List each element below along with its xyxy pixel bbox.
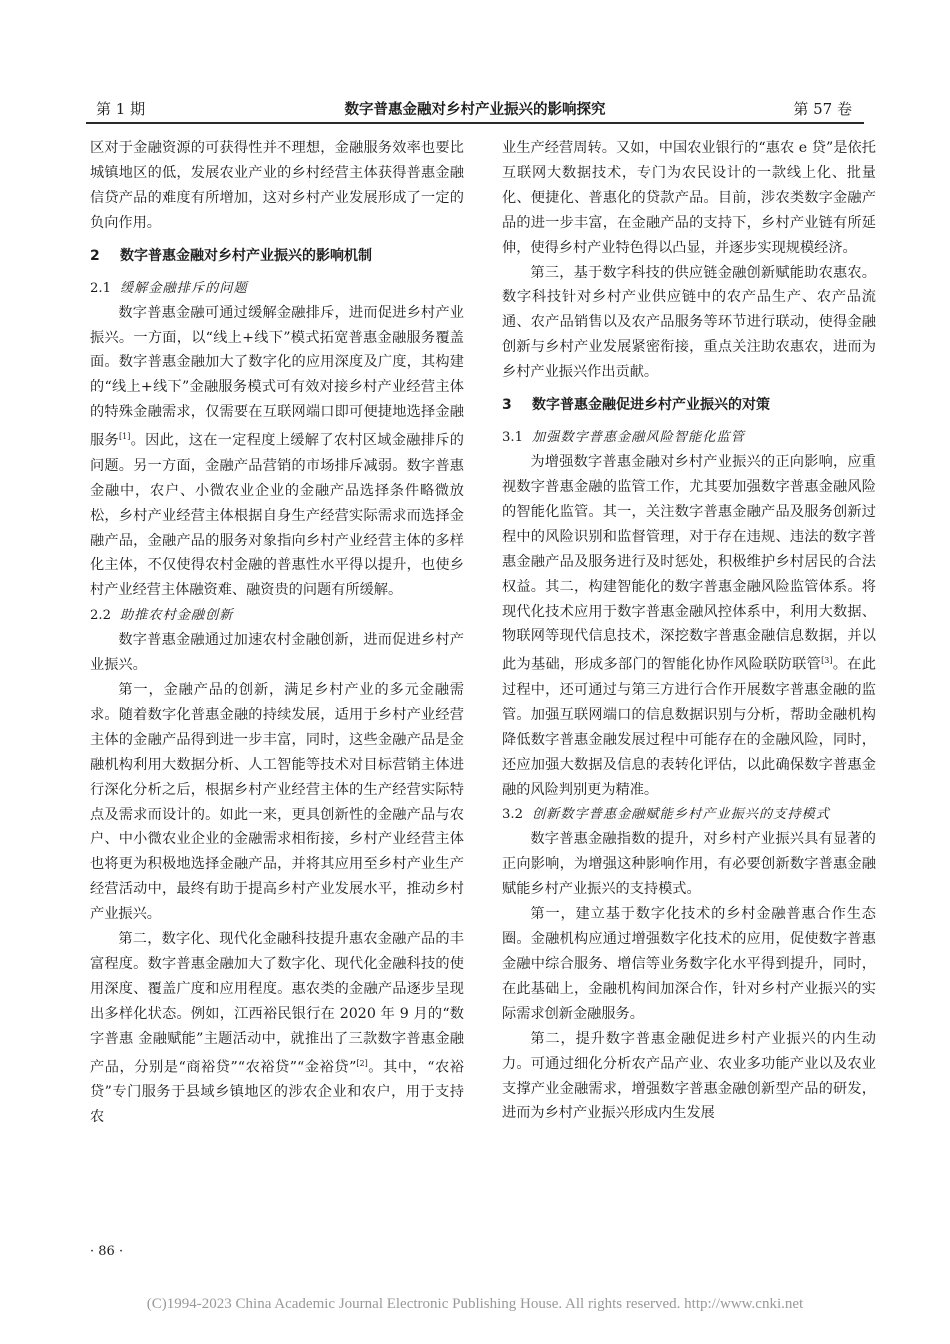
subsection-heading-3-1: [502, 425, 876, 450]
subsection-number: 3.2: [502, 807, 523, 823]
paragraph: 第二，提升数字普惠金融促进乡村产业振兴的内生动力。可通过细化分析农产品产业、农业多功能产业以及农业支撑产业金融需求，增强数字普惠金融创新型产品的研发，进而为乡村产业振兴形成内生发展: [502, 1030, 876, 1122]
subsection-number: 3.1: [502, 430, 523, 446]
paragraph: 第一，建立基于数字化技术的乡村金融普惠合作生态圈。金融机构应通过增强数字化技术的应用，促使数字普惠金融中综合服务、增信等业务数字化水平得到提升，同时，在此基础上，金融机构间加深合作，针对乡村产业振兴的实际需求创新金融服务。: [502, 906, 876, 1022]
paragraph-text: 。在此过程中，还可通过与第三方进行合作开展数字普惠金融的监管。加强互联网端口的信息数据识别与分析，帮助金融机构降低数字普惠金融发展过程中可能存在的金融风险，同时，还应加强大数据及信息的表转化评估，以此确保数字普惠金融的风险判别更为精准。: [502, 657, 876, 798]
volume-number: 第 57 卷: [793, 100, 852, 118]
subsection-heading-2-1: [90, 276, 464, 301]
section-heading-2: [90, 244, 464, 268]
subsection-number: 2.1: [90, 280, 111, 296]
right-column: [502, 136, 876, 1126]
paragraph: 业生产经营周转。又如，中国农业银行的“惠农 e 贷”是依托互联网大数据技术，专门为农民设计的一款线上化、批量化、便捷化、普惠化的贷款产品。目前，涉农类数字金融产品的进一步丰富，在金融产品的支持下，乡村产业链有所延伸，使得乡村产业特色得以凸显，并逐步实现规模经济。: [502, 140, 876, 256]
issue-number: 第 1 期: [96, 100, 146, 118]
subsection-title: 加强数字普惠金融风险智能化监管: [532, 430, 745, 446]
citation-ref[interactable]: [2]: [356, 1058, 368, 1068]
citation-ref[interactable]: [3]: [821, 656, 833, 666]
paragraph: 数字普惠金融指数的提升，对乡村产业振兴具有显著的正向影响，为增强这种影响作用，有必要创新数字普惠金融赋能乡村产业振兴的支持模式。: [502, 831, 876, 898]
subsection-heading-3-2: [502, 802, 876, 827]
copyright-footer: (C)1994-2023 China Academic Journal Electronic Publishing House. All rights reserved. http://www.cnki.net: [146, 1296, 804, 1312]
paragraph: 区对于金融资源的可获得性并不理想，金融服务效率也要比城镇地区的低，发展农业产业的乡村经营主体获得普惠金融信贷产品的难度有所增加，这对乡村产业发展形成了一定的负向作用。: [90, 140, 464, 231]
paragraph-text: 数字普惠金融可通过缓解金融排斥，进而促进乡村产业振兴。一方面，以“线上+线下”模式拓宽普惠金融服务覆盖面。数字普惠金融加大了数字化的应用深度及广度，其构建的“线上+线下”金融服务模式可有效对接乡村产业经营主体的特殊金融需求，仅需要在互联网端口即可便捷地选择金融服务: [90, 304, 464, 449]
section-title: 数字普惠金融对乡村产业振兴的影响机制: [120, 247, 372, 264]
subsection-title: 创新数字普惠金融赋能乡村产业振兴的支持模式: [532, 807, 830, 823]
section-heading-3: [502, 393, 876, 417]
paragraph-text: 第二，数字化、现代化金融科技提升惠农金融产品的丰富程度。数字普惠金融加大了数字化、现代化金融科技的使用深度、覆盖广度和应用程度。惠农类的金融产品逐步呈现出多样化状态。例如，江西裕民银行在 2020 年 9 月的“数字普惠 金融赋能”主题活动中，就推出了三款数字普惠金融产品，分别是“商裕贷”“农裕贷”“金裕贷”: [90, 931, 464, 1076]
subsection-number: 2.2: [90, 608, 111, 624]
section-title: 数字普惠金融促进乡村产业振兴的对策: [532, 397, 770, 414]
subsection-title: 助推农村金融创新: [120, 608, 234, 624]
subsection-title: 缓解金融排斥的问题: [120, 280, 248, 296]
paragraph: 数字普惠金融通过加速农村金融创新，进而促进乡村产业振兴。: [90, 632, 464, 674]
section-number: 2: [90, 247, 100, 264]
paragraph-text: 。其中，“农裕贷”专门服务于县域乡镇地区的涉农企业和农户，用于支持农: [90, 1059, 464, 1126]
left-column: [90, 136, 464, 1130]
section-number: 3: [502, 397, 512, 414]
paragraph: 第一，金融产品的创新，满足乡村产业的多元金融需求。随着数字化普惠金融的持续发展，适用于乡村产业经营主体的金融产品得到进一步丰富，同时，这些金融产品是金融机构利用大数据分析、人工智能等技术对目标营销主体进行深化分析之后，根据乡村产业经营主体的生产经营实际特点及需求而设计的。如此一来，更具创新性的金融产品与农户、中小微农业企业的金融需求相衔接，乡村产业经营主体也将更为积极地选择金融产品，并将其应用至乡村产业生产经营活动中，最终有助于提高乡村产业发展水平，推动乡村产业振兴。: [90, 682, 464, 923]
running-header: [86, 96, 864, 124]
subsection-heading-2-2: [90, 603, 464, 628]
paragraph-text: 为增强数字普惠金融对乡村产业振兴的正向影响，应重视数字普惠金融的监管工作，尤其要加强数字普惠金融风险的智能化监管。其一，关注数字普惠金融产品及服务创新过程中的风险识别和监督管理，对于存在违规、违法的数字普惠金融产品及服务进行及时惩处，积极维护乡村居民的合法权益。其二，构建智能化的数字普惠金融风险监管体系。将现代化技术应用于数字普惠金融风控体系中，利用大数据、物联网等现代信息技术，深挖数字普惠金融信息数据，并以此为基础，形成多部门的智能化协作风险联防联管: [502, 454, 876, 674]
paragraph-text: 。因此，这在一定程度上缓解了农村区域金融排斥的问题。另一方面，金融产品营销的市场排斥减弱。数字普惠金融中，农户、小微农业企业的金融产品选择条件略微放松，乡村产业经营主体根据自身生产经营实际需求而选择金融产品，金融产品的服务对象指向乡村产业经营主体的多样化主体，不仅使得农村金融的普惠性水平得以提升，也使乡村产业经营主体融资难、融资贵的问题有所缓解。: [90, 432, 464, 599]
page-number: · 86 ·: [90, 1244, 124, 1259]
running-title: 数字普惠金融对乡村产业振兴的影响探究: [344, 102, 606, 118]
citation-ref[interactable]: [1]: [119, 432, 131, 442]
paragraph: [90, 927, 464, 1130]
paragraph: 第三，基于数字科技的供应链金融创新赋能助农惠农。数字科技针对乡村产业供应链中的农产品生产、农产品流通、农产品销售以及农产品服务等环节进行联动，使得金融创新与乡村产业发展紧密衔接，重点关注助农惠农，进而为乡村产业振兴作出贡献。: [502, 264, 876, 381]
paragraph: [90, 301, 464, 604]
paragraph: [502, 450, 876, 802]
